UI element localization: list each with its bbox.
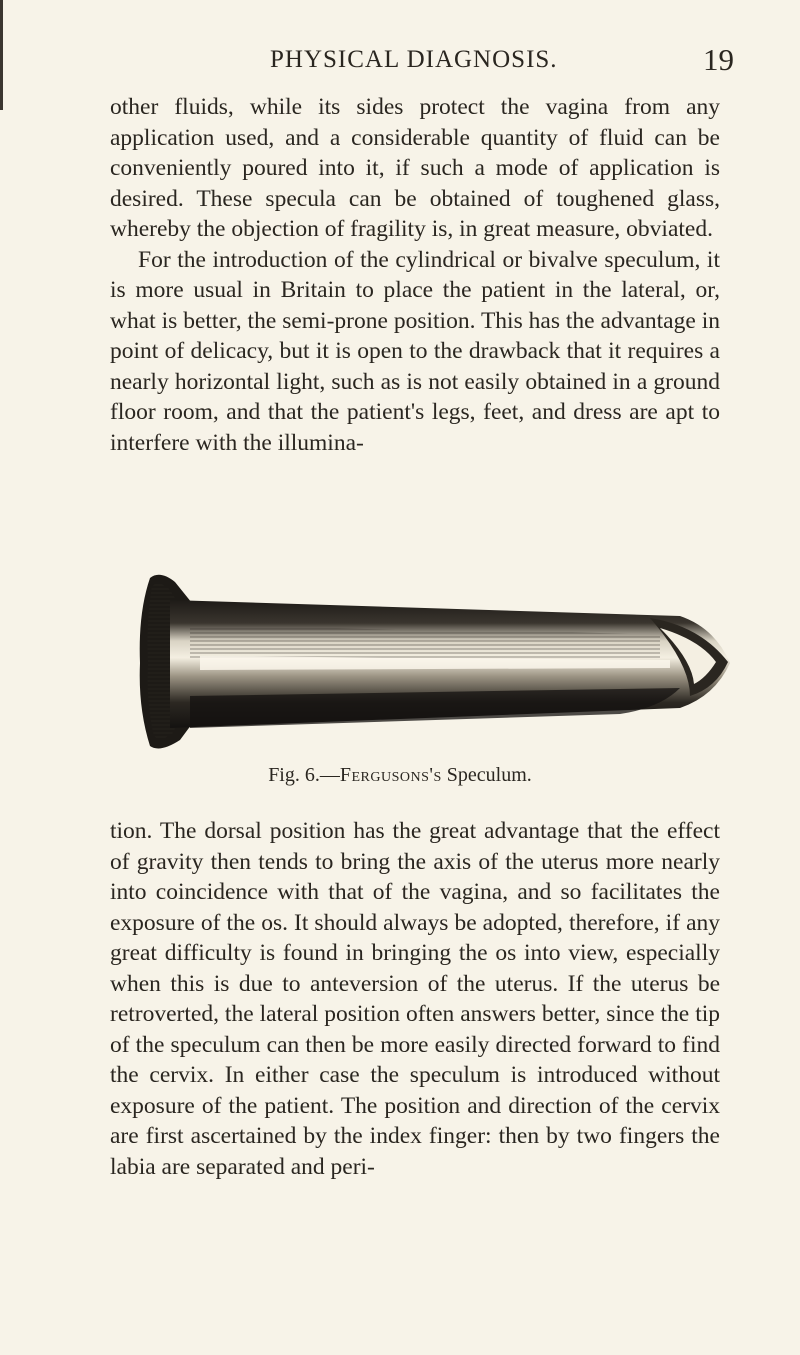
body-text-bottom	[110, 816, 720, 1182]
body-text-top	[110, 92, 720, 458]
page-header	[0, 42, 800, 86]
caption-suffix: Speculum.	[441, 764, 532, 786]
page-number: 19	[703, 42, 734, 77]
figure	[0, 568, 800, 808]
caption-name: Fergusons's	[339, 764, 442, 786]
figure-caption	[0, 764, 800, 787]
speculum-illustration-icon	[0, 568, 800, 758]
paragraph: tion. The dorsal position has the great advantage that the effect of gravity then tends to bring the axis of the uterus more nearly into coincidence with that of the vagina, and so facilitates the exposure of the os. It should always be adopted, therefore, if any great difficulty is found in bringing the os into view, especially when this is due to anteversion of the uterus. If the uterus be retroverted, the lateral position often answers better, since the tip of the speculum can then be more easily directed forward to find the cervix. In either case the speculum is introduced without exposure of the patient. The position and direction of the cervix are first ascertained by the index finger: then by two fingers the labia are separated and peri-	[110, 818, 720, 1180]
running-head: PHYSICAL DIAGNOSIS.	[270, 46, 558, 73]
paragraph: For the introduction of the cylindrical or bivalve speculum, it is more usual in Britain to place the patient in the lateral, or, what is better, the semi-prone position. This has the advantage in point of delicacy, but it is open to the drawback that it requires a nearly horizontal light, such as is not easily obtained in a ground floor room, and that the patient's legs, feet, and dress are apt to interfere with the illumina-	[110, 246, 720, 456]
paragraph: other fluids, while its sides protect the vagina from any application used, and a considerable quantity of fluid can be conveniently poured into it, if such a mode of application is desired. These specula can be obtained of toughened glass, whereby the objection of fragility is, in great measure, obviated.	[110, 94, 720, 242]
caption-prefix: Fig. 6.—	[268, 764, 340, 786]
